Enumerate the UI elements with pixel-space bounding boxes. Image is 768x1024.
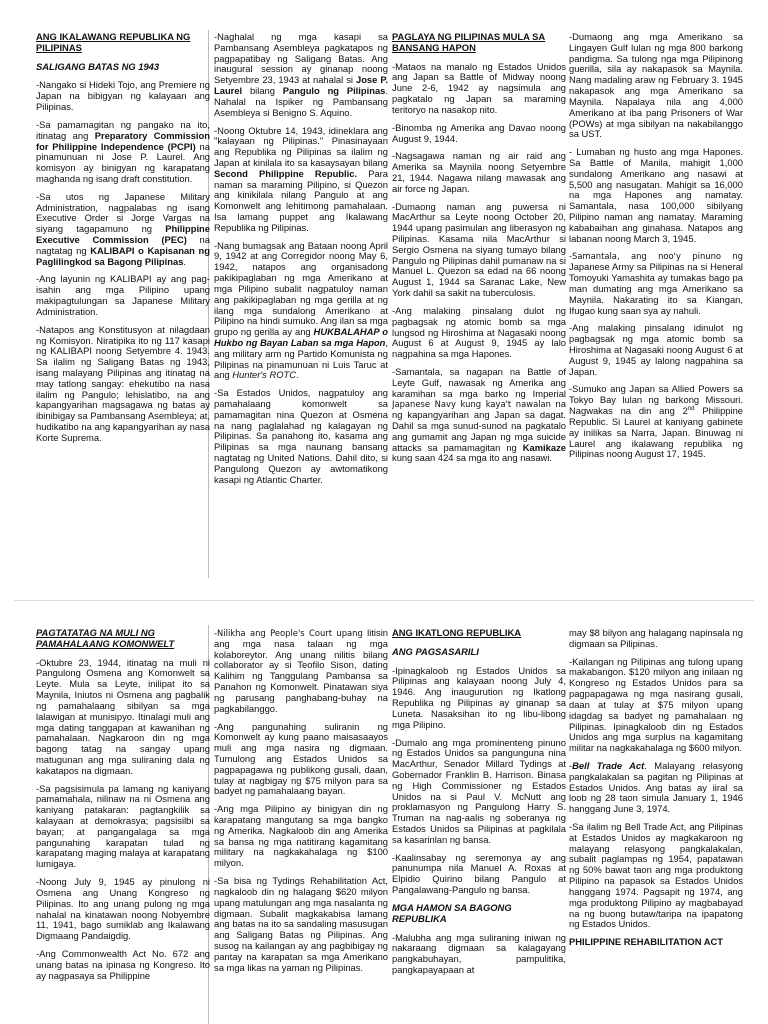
page2-column-2 <box>214 628 388 1024</box>
section-heading: PAGTATATAG NA MULI NG PAMAHALAANG KOMONWELT <box>36 628 175 649</box>
paragraph: -Nilikha ang People's Court upang litisin ang mga nasa talaan ng mga kolaboreytor. Ang unang nilitis bilang collaborator ay si Teofilo Sison, dating Kalihim ng Tanggulang Pambansa sa Panahon ng Komonwelt. Pinatawan siya ng parusang panghabang-buhay na pagkabilanggo. <box>214 628 388 714</box>
section-heading: PHILIPPINE REHABILITATION ACT <box>569 936 723 948</box>
page-divider <box>14 600 754 601</box>
paragraph: -Binomba ng Amerika ang Davao noong August 9, 1944. <box>392 121 566 144</box>
section-subheading: ANG PAGSASARILI <box>392 645 479 657</box>
paragraph: -Nang bumagsak ang Bataan noong April 9, 1942 at ang Corregidor noong May 6, 1942, natapos ang organisadong pakikipaglaban ng mga Amerikano at mga Pilipino subalit nagpatuloy naman ang pakikipaglaban ng mga gerilla at ng ilang mga sundalong Amerikano at Pilipino na hindi sumuko. Ang ilan sa mga grupo ng gerilla ay ang HUKBALAHAP o Hukbo ng Bayan Laban sa mga Hapon, ang military arm ng Partido Komunista ng Pilipinas na pinamunuan ni Luis Taruc at ang Hunter's ROTC. <box>214 239 388 381</box>
paragraph: -Mataos na manalo ng Estados Unidos ang Japan sa Battle of Midway noong June 2-6, 1942 ay nagsimula ang pagkatalo ng Japan sa maraming teritoryo na nasakop nito. <box>392 60 566 115</box>
page2-column-1 <box>36 628 210 1024</box>
paragraph: -Sa pamamagitan ng pangako na ito, itinatag ang Preparatory Commission for Philippine Independence (PCPI) na pinamunuan ni Jose P. Laurel. Ang komisyon ay binigyan ng karapatang maghanda ng isang draft constitution. <box>36 118 210 184</box>
paragraph: -Nangako si Hideki Tojo, ang Premiere ng Japan na bibigyan ng kalayaan ang Pilipinas. <box>36 79 210 113</box>
paragraph: -Samantala, sa nagapan na Battle of Leyte Gulf, nawasak ng Amerika ang karamihan sa mga barko ng Imperial Japanese Navy kung kaya't nawalan na ng kapangyarihan ang Japan sa dagat. Dahil sa mga sunud-sunod na pagkatalo ang gumamit ang Japan ng mga suicide attacks sa pamamagitan ng Kamikaze kung saan 424 sa mga ito ang nasawi. <box>392 365 566 464</box>
paragraph: -Dumaong naman ang puwersa ni MacArthur sa Leyte noong October 20, 1944 upang pasimulan ang liberasyon ng Pilipinas. Kasama nila MacArthur si Sergio Osmena na siyang tumayo bilang Pangulo ng Pilipinas dahil pumanaw na si Manuel L. Quezon sa edad na 66 noong August 1, 1944 sa Saranac Lake, New York dahil sa sakit na tuberculosis. <box>392 200 566 299</box>
paragraph: -Noong July 9, 1945 ay pinulong ni Osmena ang Unang Kongreso ng Pilipinas. Ito ang unang pulong ng mga nahalal na kinatawan noong Nobyembre 11, 1941, bago sumiklab ang Ikalawang Digmaang Pandaigdig. <box>36 876 210 942</box>
paragraph: -Ang pangunahing suliranin ng Komonwelt ay kung paano maisasaayos muli ang mga nasira ng digmaan. Tumulong ang Estados Unidos sa pagpapagawa ng publikong gusali, daan, tulay at nagbigay ng $75 milyon para sa badyet ng pamahalaang bayan. <box>214 720 388 797</box>
paragraph: -Noong Oktubre 14, 1943, idineklara ang "kalayaan ng Pilipinas." Pinasinayaan ang Republika ng Pilipinas sa ilalim ng Japan at kinilala ito sa kasaysayan bilang Second Philippine Republic. Para naman sa maraming Pilipino, si Quezon ang kinikilala nilang Pangulo at ang Komonwelt ang lehitimong pamahalaan. Isa lamang puppet ang Ikalawang Republika ng Pilipinas. <box>214 124 388 233</box>
paragraph: -Sa pagsisimula pa lamang ng kaniyang pamamahala, nilinaw na ni Osmena ang kaniyang patakaran: pagtangkilik sa kalayaan at demokrasya; pagsisilbi sa bayan; at pangangalaga sa mga pangunahing karapatan tulad ng karapatang maging malaya at karapatang lumigaya. <box>36 782 210 870</box>
paragraph: -Malubha ang mga suliraning iniwan ng nakaraang digmaan sa kalagayang pangkabuhayan, pampulitika, pangkapayapaan at <box>392 931 566 975</box>
paragraph: -Sa bisa ng Tydings Rehabilitation Act, nagkaloob din ng halagang $620 milyon upang matulungan ang mga nasalanta ng digmaan. Subalit magkakabisa lamang ang batas na ito sa sandaling masusugan ang Saligang Batas ng Pilipinas. Ang susog na kailangan ay ang pagbibigay ng pantay na karapatan sa mga Amerikano sa mga likas na yaman ng Pilipinas. <box>214 875 388 973</box>
paragraph: -Nagsagawa naman ng air raid ang Amerika sa Maynila noong Setyembre 21, 1944. Nagawa nilang mawasak ang air force ng Japan. <box>392 150 566 194</box>
paragraph: -Samantala, ang noo'y pinuno ng Japanese Army sa Pilipinas na si Heneral Tomoyuki Yamashita ay tumakas bago pa man dumating ang mga Amerikano sa Maynila. Nakarating ito sa Kiangan, Ifugao kung saan sya ay nahuli. <box>569 251 743 316</box>
paragraph: -Sa ilalim ng Bell Trade Act, ang Pilipinas at Estados Unidos ay magkakaroon ng malayang relasyong pangkalakalan, subalit paglampas ng 1954, papatawan ng 50% bawat taon ang mga produktong Pilipino na papasok sa Estados Unidos hanggang 1974. Pagsapit ng 1974, ang mga produktong Pilipino ay magbabayad na ng buong butaw/taripa na ipapatong ng Estados Unidos. <box>569 821 743 930</box>
section-subheading: MGA HAMON SA BAGONG REPUBLIKA <box>392 901 512 924</box>
paragraph: -Sumuko ang Japan sa Allied Powers sa Tokyo Bay lulan ng barkong Missouri. Nagwakas na din ang 2nd Philippine Republic. Si Laurel at kaniyang gabinete ay inilikas sa Narra, Japan. Binuwag ni Laurel ang ikalawang republika ng Pilipinas noong August 17, 1945. <box>569 383 743 460</box>
paragraph: -Natapos ang Konstitusyon at nilagdaan ng Komisyon. Niratipika ito ng 117 kasapi ng KALIBAPI noong Setyembre 4. 1943. Sa ilalim ng Saligang Batas ng 1943, isang malayang Pilipinas ang itinatag na may tatlong sangay: ehekutibo na nasa ilalim ng Pangulo; lehislatibo, na ang kapangyarihan magsagawa ng batas ay ibinibigay sa Pambansang Asembleya; at, hudikatibo na ang kapangyarihan ay nasa Korte Suprema. <box>36 323 210 443</box>
page1-column-1 <box>36 32 210 592</box>
section-heading: PAGLAYA NG PILIPINAS MULA SA BANSANG HAPON <box>392 32 546 53</box>
paragraph: -Dumaong ang mga Amerikano sa Lingayen Gulf lulan ng mga 800 barkong pandigma. Sa tulong nga mga Pilipinong guerilla, sila ay nakapasok sa Maynila. Nang madaling araw ng February 3. 1945 nakapasok ang mga Amerikano sa Maynila. Napalaya nila ang 4,000 Amerikano at iba pang Prisoners of War (POWs) at mga sibilyan na nakabilanggo sa UST. <box>569 32 743 140</box>
paragraph: -Ang layunin ng KALIBAPI ay ang pag-isahin ang mga Pilipino upang makipagtulungan sa Japanese Military Administration. <box>36 273 210 317</box>
paragraph: -Kaalinsabay ng seremonya ay ang panunumpa nila Manuel A. Roxas at Elpidio Quirino bilang Pangulo at Pangalawang-Pangulo ng bansa. <box>392 851 566 896</box>
paragraph: -Sa Estados Unidos, nagpatuloy ang pamahalaang komonwelt sa pamamagitan nina Quezon at Osmena na nang paglalahad ng kalagayan ng Pilipinas. Sa panahong ito, kasama ang Pilipinas sa mga naunang bansang nagtatag ng United Nations. Dahil dito, si Pangulong Quezon ay awtomatikong kasapi ng Atlantic Charter. <box>214 387 388 485</box>
page1-column-3 <box>392 32 566 592</box>
section-heading: ANG IKATLONG REPUBLIKA <box>392 628 521 638</box>
paragraph: may $8 bilyon ang halagang napinsala ng digmaan sa Pilipinas. <box>569 628 743 649</box>
paragraph: -Kailangan ng Pilipinas ang tulong upang makabangon. $120 milyon ang inilaan ng Kongreso ng Estados Unidos para sa pagpapagawa ng mga nasirang gusali, daan at tulay at $75 milyon upang idagdag sa badyet ng pamahalaan ng Pilipinas. Ipinagkaloob din ng Estados Unidos ang mga surplus na kagamitang militar na nagkakahalaga ng $600 milyon. <box>569 655 743 754</box>
paragraph: -Ang malaking pinsalang dulot ng pagbagsak ng atomic bomb sa mga lungsod ng Hiroshima at Nagasaki noong August 6 at August 9, 1945 ay lalo nagpahina sa mga Hapones. <box>392 304 566 360</box>
paragraph: -Bell Trade Act. Malayang relasyong pangkalakalan sa pagitan ng Pilipinas at Estados Unidos. Ang batas ay iiral sa loob ng 28 taon simula January 1, 1946 hanggang June 3, 1974. <box>569 759 743 815</box>
paragraph: -Ang Commonwealth Act No. 672 ang unang batas na ipinasa ng Kongreso. Ito ay nagpasaya sa Philippine <box>36 947 210 981</box>
page2-column-4 <box>569 628 743 1024</box>
section-heading: ANG IKALAWANG REPUBLIKA NG PILIPINAS <box>36 32 191 53</box>
paragraph: - Lumaban ng husto ang mga Hapones. Sa Battle of Manila, mahigit 1,000 sundalong Amerikano ang nasawi at 5,500 ang nasugatan. Mahigit sa 16,000 na mga Hapones ang namatay. Samantala, nasa 100,000 sibilyang Pilipino naman ang namatay. Maraming kababaihan ang ginahasa. Natapos ang labanan noong March 3, 1945. <box>569 146 743 244</box>
paragraph: -Dumalo ang mga prominenteng pinuno ng Estados Unidos sa pangunguna nina MacArthur, Senador Millard Tydings at Gobernador Franklin B. Harrison. Binasa ng High Commissioner ng Estados Unidos na si Paul V. McNutt ang proklamasyon ng Pangulong Harry S. Truman na nag-aalis ng soberanya ng Estados Unidos sa Pilipinas at pagkilala sa kasarinlan ng bansa. <box>392 736 566 845</box>
paragraph: -Naghalal ng mga kasapi sa Pambansang Asembleya pagkatapos ng pagpapatibay ng Saligang Batas. Ang inaugural session ay ginanap noong Setyembre 23, 1943 at nahalal si Jose P. Laurel bilang Pangulo ng Pilipinas. Nahalal na Ispiker ng Pambansang Asembleya si Benigno S. Aquino. <box>214 32 388 118</box>
page2-column-3 <box>392 628 566 1024</box>
paragraph: -Sa utos ng Japanese Military Administration, nagpalabas ng isang Executive Order si Jorge Vargas na siyang tagapamuno ng Philippine Executive Commission (PEC) na nagtatag ng KALIBAPI o Kapisanan ng Paglilingkod sa Bagong Pilipinas. <box>36 190 210 267</box>
section-subheading: SALIGANG BATAS NG 1943 <box>36 60 160 72</box>
page1-column-2 <box>214 32 388 592</box>
paragraph: -Ipinagkaloob ng Estados Unidos sa Pilipinas ang kalayaan noong July 4, 1946. Ang inaugurution ng Ikatlong Republika ng Pilipinas ay ginanap sa Luneta. Nasaksihan ito ng libu-libong mga Pilipino. <box>392 664 566 730</box>
page1-column-4 <box>569 32 743 592</box>
paragraph: -Ang malaking pinsalang idinulot ng pagbagsak ng mga atomic bomb sa Hiroshima at Nagasaki noong August 6 at August 9, 1945 ay lalong nagpahina sa Japan. <box>569 322 743 377</box>
paragraph: -Ang mga Pilipino ay binigyan din ng karapatang mangutang sa mga bangko ng Amerika. Nagkaloob din ang Amerika sa bansa ng mga natitirang kagamitang military na nagkakahalaga ng $100 milyon. <box>214 803 388 869</box>
paragraph: -Oktubre 23, 1944, itinatag na muli ni Pangulong Osmena ang Komonwelt sa Leyte. Mula sa Leyte, inilipat ito sa Maynila, Iniutos ni Osmena ang pagbalik ng pamahalaang sibilyan sa mga lalawigan at munisipyo. Itinalagi muli ang mga dating tanggapan at kawanihan ng pamahalaan. Nagkaroon din ng mga bagong tatag na sangay upang matugunan ang mga suliraning dala ng kakatapos na digmaan. <box>36 656 210 776</box>
